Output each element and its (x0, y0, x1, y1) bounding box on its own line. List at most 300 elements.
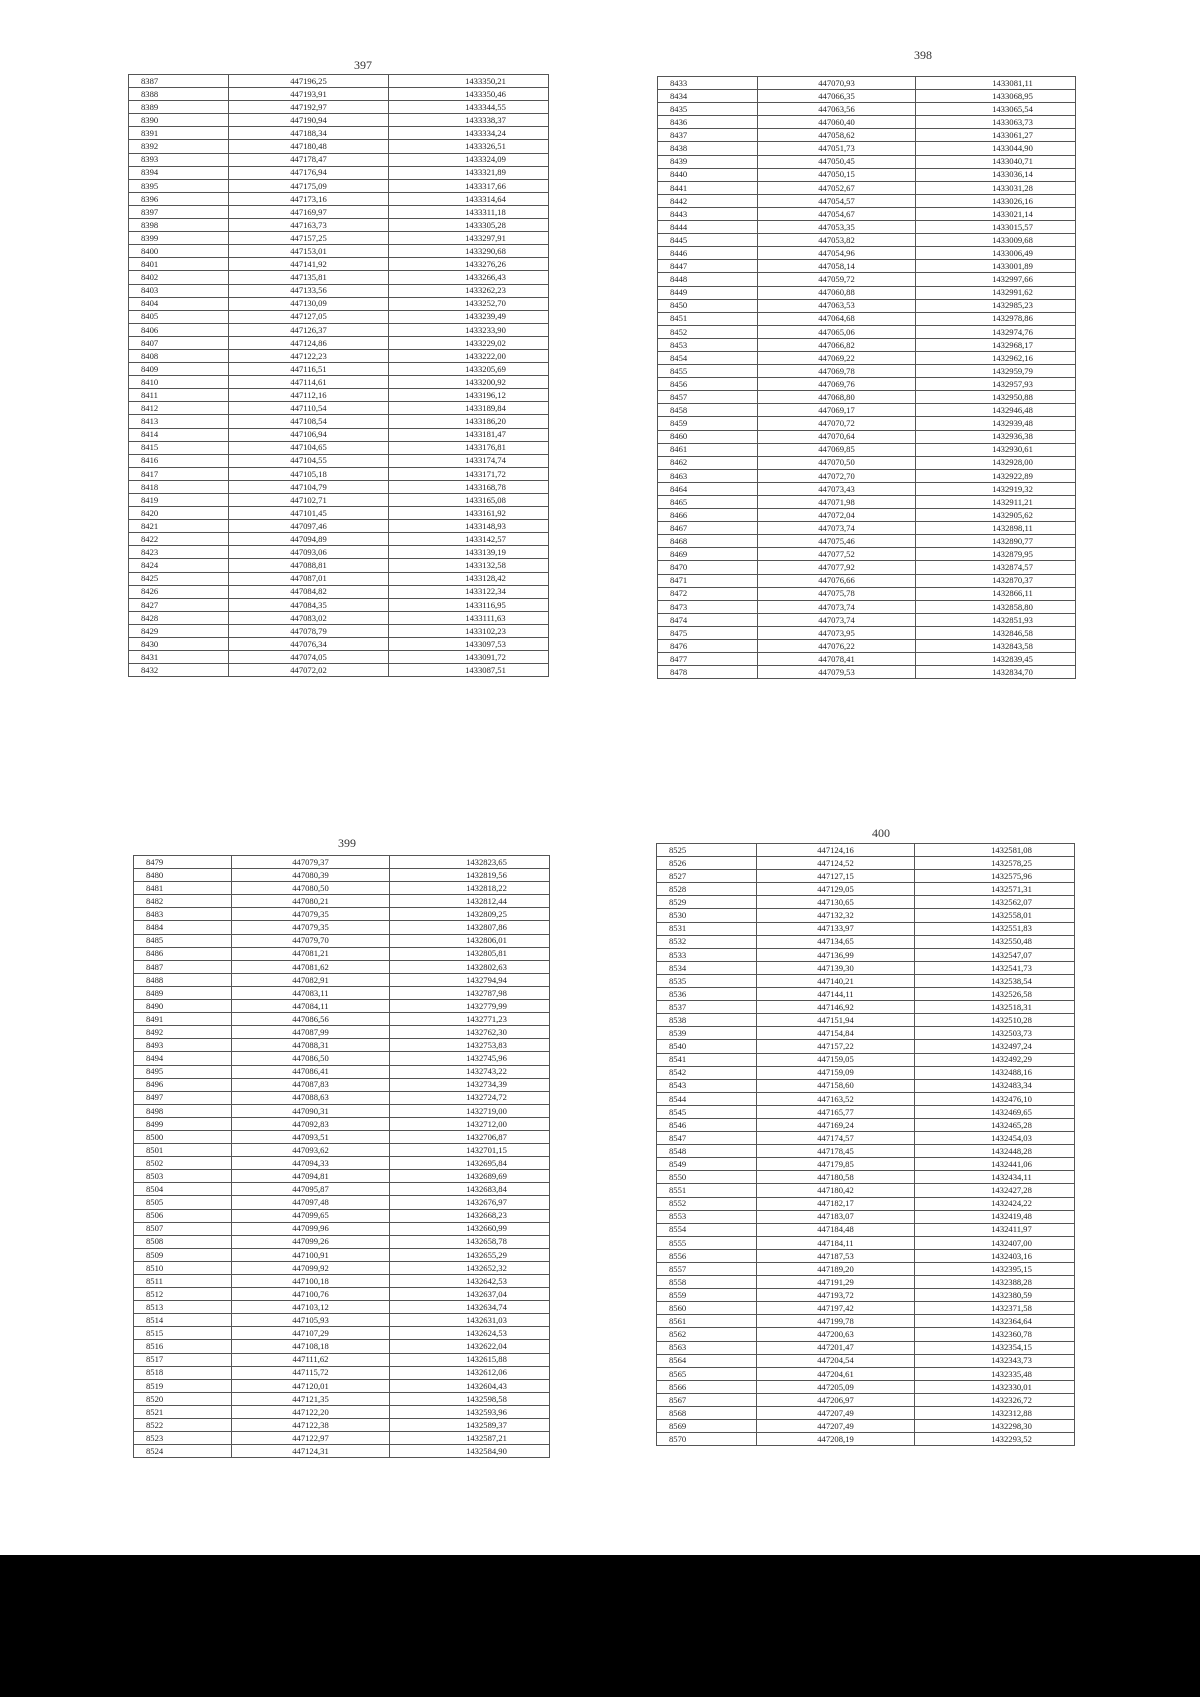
x-coordinate-cell: 447081,21 (232, 947, 390, 960)
point-number-cell: 8413 (129, 415, 229, 428)
table-row (134, 1327, 550, 1340)
x-coordinate-cell: 447077,92 (758, 561, 916, 574)
x-coordinate-cell: 447204,61 (757, 1367, 915, 1380)
table-row (129, 533, 549, 546)
table-row (657, 1040, 1075, 1053)
table-row (134, 1222, 550, 1235)
x-coordinate-cell: 447087,01 (229, 572, 389, 585)
table-row (657, 1420, 1075, 1433)
table-row (129, 376, 549, 389)
y-coordinate-cell: 1433111,63 (389, 611, 549, 624)
point-number-cell: 8568 (657, 1407, 757, 1420)
y-coordinate-cell: 1433165,08 (389, 494, 549, 507)
x-coordinate-cell: 447072,02 (229, 664, 389, 677)
table-row (658, 613, 1076, 626)
point-number-cell: 8510 (134, 1261, 232, 1274)
x-coordinate-cell: 447111,62 (232, 1353, 390, 1366)
point-number-cell: 8534 (657, 961, 757, 974)
x-coordinate-cell: 447092,83 (232, 1117, 390, 1130)
point-number-cell: 8519 (134, 1379, 232, 1392)
point-number-cell: 8523 (134, 1432, 232, 1445)
x-coordinate-cell: 447208,19 (757, 1433, 915, 1446)
table-row (134, 1248, 550, 1261)
y-coordinate-cell: 1432919,32 (916, 482, 1076, 495)
x-coordinate-cell: 447084,11 (232, 1000, 390, 1013)
y-coordinate-cell: 1433233,90 (389, 323, 549, 336)
y-coordinate-cell: 1432676,97 (390, 1196, 550, 1209)
x-coordinate-cell: 447159,09 (757, 1066, 915, 1079)
y-coordinate-cell: 1433196,12 (389, 389, 549, 402)
table-row (129, 638, 549, 651)
x-coordinate-cell: 447074,05 (229, 651, 389, 664)
point-number-cell: 8455 (658, 365, 758, 378)
point-number-cell: 8440 (658, 168, 758, 181)
table-body (657, 844, 1075, 1446)
table-row (134, 1144, 550, 1157)
x-coordinate-cell: 447086,56 (232, 1013, 390, 1026)
point-number-cell: 8562 (657, 1328, 757, 1341)
y-coordinate-cell: 1432939,48 (916, 417, 1076, 430)
x-coordinate-cell: 447093,62 (232, 1144, 390, 1157)
x-coordinate-cell: 447071,98 (758, 496, 916, 509)
point-number-cell: 8431 (129, 651, 229, 664)
y-coordinate-cell: 1432335,48 (915, 1367, 1075, 1380)
point-number-cell: 8503 (134, 1170, 232, 1183)
x-coordinate-cell: 447076,66 (758, 574, 916, 587)
table-row (658, 365, 1076, 378)
y-coordinate-cell: 1432503,73 (915, 1027, 1075, 1040)
y-coordinate-cell: 1432753,83 (390, 1039, 550, 1052)
table-row (658, 351, 1076, 364)
point-number-cell: 8563 (657, 1341, 757, 1354)
x-coordinate-cell: 447191,29 (757, 1276, 915, 1289)
table-row (658, 312, 1076, 325)
table-row (657, 909, 1075, 922)
x-coordinate-cell: 447200,63 (757, 1328, 915, 1341)
table-row (658, 443, 1076, 456)
point-number-cell: 8438 (658, 142, 758, 155)
point-number-cell: 8457 (658, 391, 758, 404)
y-coordinate-cell: 1432550,48 (915, 935, 1075, 948)
x-coordinate-cell: 447126,37 (229, 323, 389, 336)
point-number-cell: 8500 (134, 1130, 232, 1143)
x-coordinate-cell: 447076,22 (758, 640, 916, 653)
table-row (658, 234, 1076, 247)
x-coordinate-cell: 447073,74 (758, 522, 916, 535)
y-coordinate-cell: 1432928,00 (916, 456, 1076, 469)
table-row (658, 666, 1076, 679)
point-number-cell: 8452 (658, 325, 758, 338)
x-coordinate-cell: 447099,92 (232, 1261, 390, 1274)
y-coordinate-cell: 1433063,73 (916, 116, 1076, 129)
x-coordinate-cell: 447130,09 (229, 297, 389, 310)
y-coordinate-cell: 1432802,63 (390, 960, 550, 973)
table-row (657, 922, 1075, 935)
y-coordinate-cell: 1433326,51 (389, 140, 549, 153)
table-body (129, 75, 549, 677)
point-number-cell: 8458 (658, 404, 758, 417)
point-number-cell: 8527 (657, 870, 757, 883)
table-row (129, 454, 549, 467)
y-coordinate-cell: 1432518,31 (915, 1001, 1075, 1014)
table-row (657, 1118, 1075, 1131)
x-coordinate-cell: 447070,50 (758, 456, 916, 469)
table-row (658, 194, 1076, 207)
table-row (134, 1432, 550, 1445)
x-coordinate-cell: 447122,38 (232, 1419, 390, 1432)
point-number-cell: 8538 (657, 1014, 757, 1027)
table-row (658, 509, 1076, 522)
table-row (658, 273, 1076, 286)
point-number-cell: 8426 (129, 585, 229, 598)
x-coordinate-cell: 447165,77 (757, 1105, 915, 1118)
y-coordinate-cell: 1433200,92 (389, 376, 549, 389)
x-coordinate-cell: 447058,62 (758, 129, 916, 142)
y-coordinate-cell: 1432879,95 (916, 548, 1076, 561)
point-number-cell: 8493 (134, 1039, 232, 1052)
point-number-cell: 8536 (657, 988, 757, 1001)
point-number-cell: 8526 (657, 857, 757, 870)
table-row (658, 90, 1076, 103)
table-row (134, 973, 550, 986)
y-coordinate-cell: 1432571,31 (915, 883, 1075, 896)
y-coordinate-cell: 1432454,03 (915, 1132, 1075, 1145)
x-coordinate-cell: 447108,18 (232, 1340, 390, 1353)
y-coordinate-cell: 1432411,97 (915, 1223, 1075, 1236)
point-number-cell: 8448 (658, 273, 758, 286)
x-coordinate-cell: 447173,16 (229, 192, 389, 205)
x-coordinate-cell: 447069,76 (758, 378, 916, 391)
table-row (658, 469, 1076, 482)
point-number-cell: 8486 (134, 947, 232, 960)
table-row (129, 245, 549, 258)
table-row (134, 1196, 550, 1209)
table-row (658, 430, 1076, 443)
table-row (658, 77, 1076, 90)
x-coordinate-cell: 447063,53 (758, 299, 916, 312)
y-coordinate-cell: 1432683,84 (390, 1183, 550, 1196)
y-coordinate-cell: 1432689,69 (390, 1170, 550, 1183)
point-number-cell: 8406 (129, 323, 229, 336)
point-number-cell: 8403 (129, 284, 229, 297)
x-coordinate-cell: 447163,52 (757, 1092, 915, 1105)
y-coordinate-cell: 1432818,22 (390, 882, 550, 895)
point-number-cell: 8529 (657, 896, 757, 909)
point-number-cell: 8544 (657, 1092, 757, 1105)
point-number-cell: 8469 (658, 548, 758, 561)
point-number-cell: 8443 (658, 207, 758, 220)
table-row (658, 247, 1076, 260)
y-coordinate-cell: 1432562,07 (915, 896, 1075, 909)
table-row (134, 1091, 550, 1104)
y-coordinate-cell: 1433015,57 (916, 221, 1076, 234)
y-coordinate-cell: 1433276,26 (389, 258, 549, 271)
x-coordinate-cell: 447139,30 (757, 961, 915, 974)
point-number-cell: 8520 (134, 1392, 232, 1405)
point-number-cell: 8435 (658, 103, 758, 116)
x-coordinate-cell: 447180,48 (229, 140, 389, 153)
y-coordinate-cell: 1432806,01 (390, 934, 550, 947)
table-row (658, 653, 1076, 666)
x-coordinate-cell: 447122,20 (232, 1405, 390, 1418)
table-body (134, 856, 550, 1458)
x-coordinate-cell: 447068,80 (758, 391, 916, 404)
y-coordinate-cell: 1433148,93 (389, 520, 549, 533)
table-row (134, 1392, 550, 1405)
x-coordinate-cell: 447094,33 (232, 1157, 390, 1170)
table-row (658, 260, 1076, 273)
x-coordinate-cell: 447086,41 (232, 1065, 390, 1078)
table-row (658, 181, 1076, 194)
x-coordinate-cell: 447193,72 (757, 1289, 915, 1302)
table-row (129, 219, 549, 232)
y-coordinate-cell: 1433006,49 (916, 247, 1076, 260)
table-row (657, 896, 1075, 909)
y-coordinate-cell: 1433171,72 (389, 467, 549, 480)
point-number-cell: 8468 (658, 535, 758, 548)
x-coordinate-cell: 447116,51 (229, 363, 389, 376)
point-number-cell: 8552 (657, 1197, 757, 1210)
y-coordinate-cell: 1432812,44 (390, 895, 550, 908)
table-row (134, 1157, 550, 1170)
x-coordinate-cell: 447079,70 (232, 934, 390, 947)
y-coordinate-cell: 1433116,95 (389, 598, 549, 611)
x-coordinate-cell: 447050,15 (758, 168, 916, 181)
point-number-cell: 8451 (658, 312, 758, 325)
table-row (134, 908, 550, 921)
table-row (129, 284, 549, 297)
table-row (657, 1197, 1075, 1210)
table-row (134, 1288, 550, 1301)
table-row (134, 1026, 550, 1039)
table-row (129, 494, 549, 507)
point-number-cell: 8434 (658, 90, 758, 103)
point-number-cell: 8395 (129, 179, 229, 192)
table-row (134, 960, 550, 973)
point-number-cell: 8462 (658, 456, 758, 469)
y-coordinate-cell: 1432637,04 (390, 1288, 550, 1301)
table-row (129, 166, 549, 179)
x-coordinate-cell: 447182,17 (757, 1197, 915, 1210)
point-number-cell: 8532 (657, 935, 757, 948)
y-coordinate-cell: 1432476,10 (915, 1092, 1075, 1105)
x-coordinate-cell: 447058,14 (758, 260, 916, 273)
point-number-cell: 8467 (658, 522, 758, 535)
x-coordinate-cell: 447157,25 (229, 232, 389, 245)
y-coordinate-cell: 1433102,23 (389, 624, 549, 637)
y-coordinate-cell: 1432823,65 (390, 856, 550, 869)
table-row (657, 883, 1075, 896)
y-coordinate-cell: 1432360,78 (915, 1328, 1075, 1341)
table-row (657, 1066, 1075, 1079)
coordinates-table-400 (656, 843, 1075, 1446)
y-coordinate-cell: 1432974,76 (916, 325, 1076, 338)
x-coordinate-cell: 447075,46 (758, 535, 916, 548)
y-coordinate-cell: 1432898,11 (916, 522, 1076, 535)
x-coordinate-cell: 447088,31 (232, 1039, 390, 1052)
point-number-cell: 8400 (129, 245, 229, 258)
x-coordinate-cell: 447196,25 (229, 75, 389, 88)
x-coordinate-cell: 447066,35 (758, 90, 916, 103)
x-coordinate-cell: 447097,46 (229, 520, 389, 533)
table-row (657, 948, 1075, 961)
table-row (657, 935, 1075, 948)
y-coordinate-cell: 1433001,89 (916, 260, 1076, 273)
point-number-cell: 8427 (129, 598, 229, 611)
table-row (657, 1145, 1075, 1158)
y-coordinate-cell: 1432930,61 (916, 443, 1076, 456)
x-coordinate-cell: 447115,72 (232, 1366, 390, 1379)
x-coordinate-cell: 447099,65 (232, 1209, 390, 1222)
y-coordinate-cell: 1432819,56 (390, 869, 550, 882)
x-coordinate-cell: 447179,85 (757, 1158, 915, 1171)
y-coordinate-cell: 1432962,16 (916, 351, 1076, 364)
x-coordinate-cell: 447105,18 (229, 467, 389, 480)
point-number-cell: 8566 (657, 1380, 757, 1393)
point-number-cell: 8488 (134, 973, 232, 986)
table-row (129, 271, 549, 284)
x-coordinate-cell: 447060,88 (758, 286, 916, 299)
table-row (657, 1433, 1075, 1446)
y-coordinate-cell: 1433324,09 (389, 153, 549, 166)
y-coordinate-cell: 1433205,69 (389, 363, 549, 376)
y-coordinate-cell: 1432957,93 (916, 378, 1076, 391)
point-number-cell: 8477 (658, 653, 758, 666)
table-row (658, 391, 1076, 404)
table-row (658, 155, 1076, 168)
table-row (134, 1419, 550, 1432)
point-number-cell: 8569 (657, 1420, 757, 1433)
table-row (129, 140, 549, 153)
point-number-cell: 8424 (129, 559, 229, 572)
y-coordinate-cell: 1432712,00 (390, 1117, 550, 1130)
y-coordinate-cell: 1433091,72 (389, 651, 549, 664)
point-number-cell: 8420 (129, 507, 229, 520)
y-coordinate-cell: 1432326,72 (915, 1393, 1075, 1406)
point-number-cell: 8570 (657, 1433, 757, 1446)
point-number-cell: 8459 (658, 417, 758, 430)
y-coordinate-cell: 1433174,74 (389, 454, 549, 467)
page-number-398: 398 (914, 48, 932, 62)
y-coordinate-cell: 1433290,68 (389, 245, 549, 258)
table-row (658, 496, 1076, 509)
table-row (134, 1052, 550, 1065)
y-coordinate-cell: 1432779,99 (390, 1000, 550, 1013)
y-coordinate-cell: 1433068,95 (916, 90, 1076, 103)
table-row (658, 561, 1076, 574)
y-coordinate-cell: 1432380,59 (915, 1289, 1075, 1302)
table-row (657, 1053, 1075, 1066)
x-coordinate-cell: 447199,78 (757, 1315, 915, 1328)
x-coordinate-cell: 447080,50 (232, 882, 390, 895)
y-coordinate-cell: 1432922,89 (916, 469, 1076, 482)
x-coordinate-cell: 447189,20 (757, 1263, 915, 1276)
table-row (129, 88, 549, 101)
table-row (657, 1027, 1075, 1040)
point-number-cell: 8557 (657, 1263, 757, 1276)
table-row (129, 363, 549, 376)
table-row (658, 378, 1076, 391)
x-coordinate-cell: 447158,60 (757, 1079, 915, 1092)
y-coordinate-cell: 1432631,03 (390, 1314, 550, 1327)
point-number-cell: 8515 (134, 1327, 232, 1340)
y-coordinate-cell: 1432734,39 (390, 1078, 550, 1091)
y-coordinate-cell: 1432371,58 (915, 1302, 1075, 1315)
table-row (657, 1158, 1075, 1171)
x-coordinate-cell: 447192,97 (229, 101, 389, 114)
x-coordinate-cell: 447197,42 (757, 1302, 915, 1315)
x-coordinate-cell: 447088,63 (232, 1091, 390, 1104)
point-number-cell: 8533 (657, 948, 757, 961)
point-number-cell: 8436 (658, 116, 758, 129)
point-number-cell: 8410 (129, 376, 229, 389)
table-row (134, 1366, 550, 1379)
y-coordinate-cell: 1433181,47 (389, 428, 549, 441)
x-coordinate-cell: 447094,81 (232, 1170, 390, 1183)
point-number-cell: 8551 (657, 1184, 757, 1197)
x-coordinate-cell: 447060,40 (758, 116, 916, 129)
table-body (658, 77, 1076, 679)
y-coordinate-cell: 1432660,99 (390, 1222, 550, 1235)
table-row (657, 1289, 1075, 1302)
table-row (657, 1184, 1075, 1197)
x-coordinate-cell: 447207,49 (757, 1420, 915, 1433)
table-row (134, 1039, 550, 1052)
point-number-cell: 8474 (658, 613, 758, 626)
table-row (134, 1117, 550, 1130)
table-row (129, 336, 549, 349)
table-row (129, 127, 549, 140)
x-coordinate-cell: 447180,42 (757, 1184, 915, 1197)
y-coordinate-cell: 1432538,54 (915, 974, 1075, 987)
point-number-cell: 8514 (134, 1314, 232, 1327)
table-row (129, 467, 549, 480)
point-number-cell: 8456 (658, 378, 758, 391)
point-number-cell: 8545 (657, 1105, 757, 1118)
point-number-cell: 8531 (657, 922, 757, 935)
point-number-cell: 8402 (129, 271, 229, 284)
coordinates-table-399 (133, 855, 550, 1458)
table-row (129, 624, 549, 637)
table-row (658, 587, 1076, 600)
point-number-cell: 8416 (129, 454, 229, 467)
point-number-cell: 8507 (134, 1222, 232, 1235)
point-number-cell: 8485 (134, 934, 232, 947)
table-row (657, 1092, 1075, 1105)
x-coordinate-cell: 447059,72 (758, 273, 916, 286)
x-coordinate-cell: 447163,73 (229, 219, 389, 232)
y-coordinate-cell: 1433186,20 (389, 415, 549, 428)
x-coordinate-cell: 447102,71 (229, 494, 389, 507)
x-coordinate-cell: 447129,05 (757, 883, 915, 896)
x-coordinate-cell: 447063,56 (758, 103, 916, 116)
y-coordinate-cell: 1433338,37 (389, 114, 549, 127)
y-coordinate-cell: 1432805,81 (390, 947, 550, 960)
page-number-399: 399 (338, 836, 356, 850)
x-coordinate-cell: 447088,81 (229, 559, 389, 572)
point-number-cell: 8490 (134, 1000, 232, 1013)
x-coordinate-cell: 447073,74 (758, 613, 916, 626)
y-coordinate-cell: 1432658,78 (390, 1235, 550, 1248)
y-coordinate-cell: 1432959,79 (916, 365, 1076, 378)
y-coordinate-cell: 1432575,96 (915, 870, 1075, 883)
point-number-cell: 8441 (658, 181, 758, 194)
y-coordinate-cell: 1433344,55 (389, 101, 549, 114)
y-coordinate-cell: 1433311,18 (389, 205, 549, 218)
table-row (134, 1353, 550, 1366)
x-coordinate-cell: 447094,89 (229, 533, 389, 546)
x-coordinate-cell: 447124,52 (757, 857, 915, 870)
